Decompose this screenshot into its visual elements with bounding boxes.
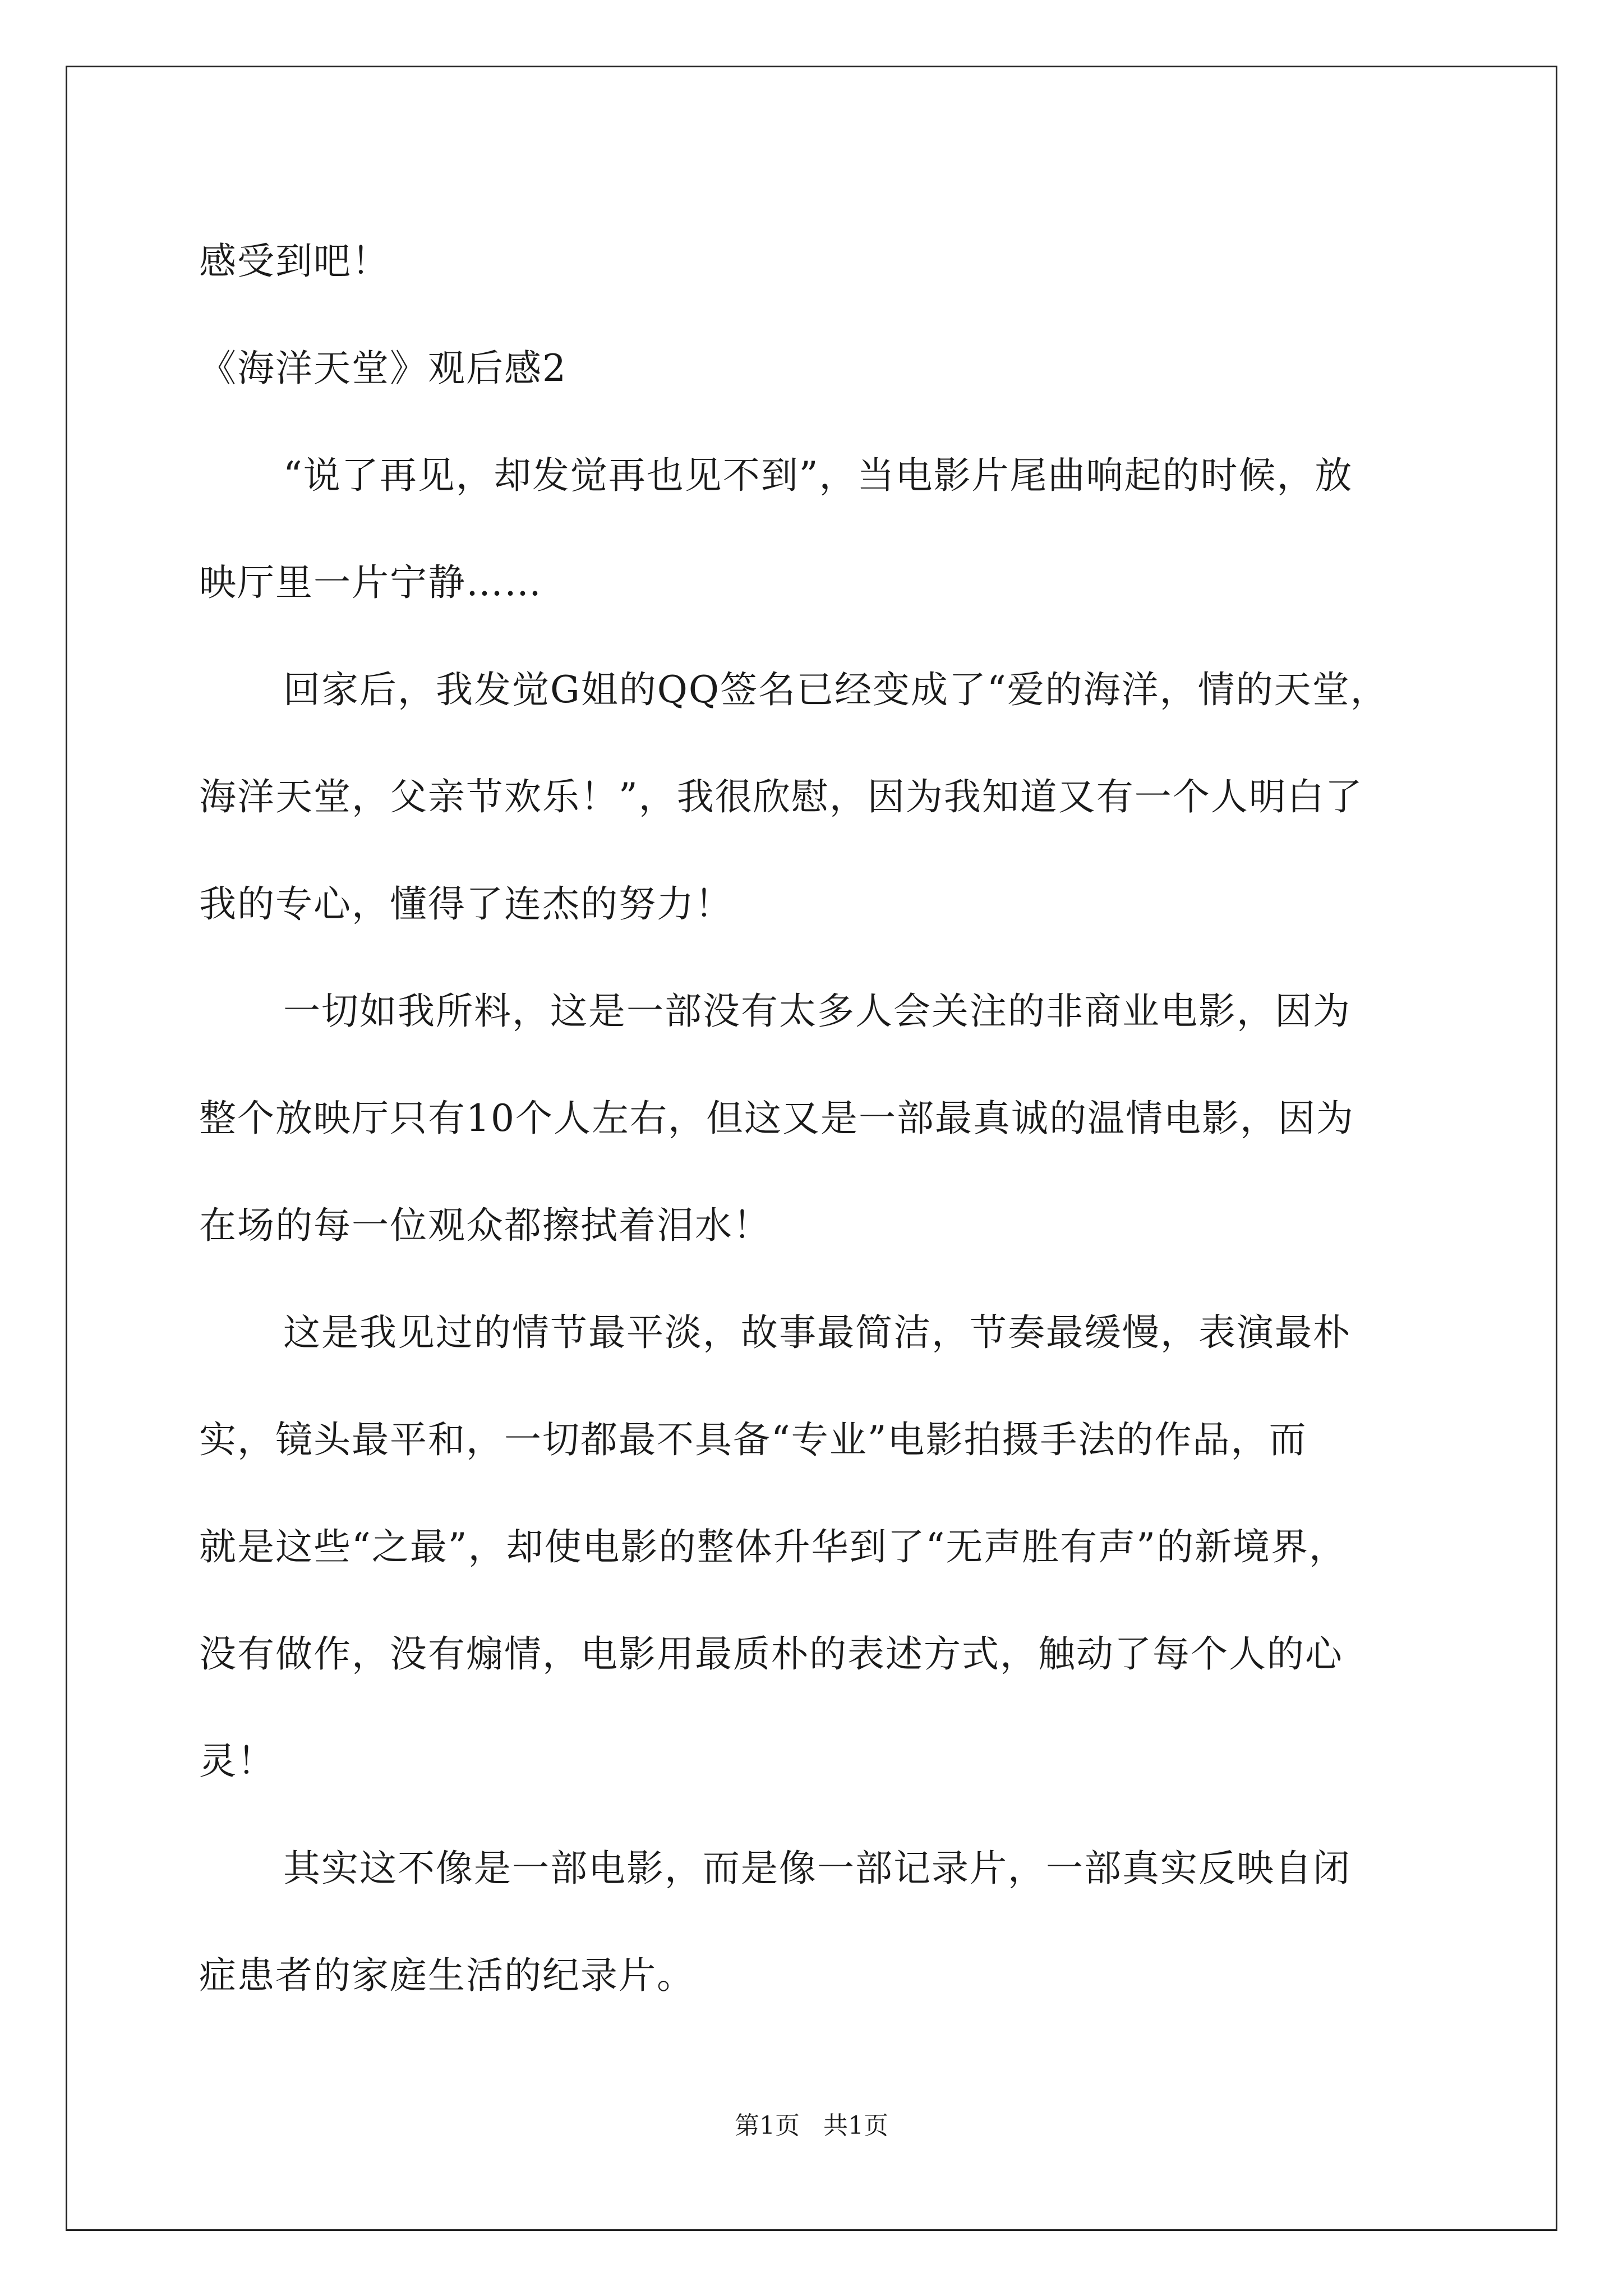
paragraph-line: 整个放映厅只有10个人左右，但这又是一部最真诚的温情电影，因为 xyxy=(199,1097,1354,1140)
paragraph-line: 回家后，我发觉G姐的QQ签名已经变成了“爱的海洋，情的天堂， xyxy=(283,668,1389,711)
paragraph-line: 我的专心，懂得了连杰的努力！ xyxy=(199,882,733,926)
paragraph-line: 其实这不像是一部电影，而是像一部记录片，一部真实反映自闭 xyxy=(283,1847,1351,1890)
paragraph-line: 没有做作，没有煽情，电影用最质朴的表述方式，触动了每个人的心 xyxy=(199,1632,1343,1676)
page-footer: 第1页 共1页 xyxy=(735,2111,888,2140)
paragraph-line: 就是这些“之最”，却使电影的整体升华到了“无声胜有声”的新境界， xyxy=(199,1525,1347,1568)
section-heading: 《海洋天堂》观后感2 xyxy=(199,347,567,390)
paragraph-line: “说了再见，却发觉再也见不到”，当电影片尾曲响起的时候，放 xyxy=(283,454,1353,497)
paragraph-line: 症患者的家庭生活的纪录片。 xyxy=(199,1954,695,1997)
paragraph-line: 在场的每一位观众都擦拭着泪水！ xyxy=(199,1204,771,1247)
paragraph-line: 一切如我所料，这是一部没有太多人会关注的非商业电影，因为 xyxy=(283,990,1351,1033)
paragraph-line: 灵！ xyxy=(199,1740,275,1783)
document-body xyxy=(199,208,1433,2029)
paragraph-line: 这是我见过的情节最平淡，故事最简洁，节奏最缓慢，表演最朴 xyxy=(283,1311,1351,1354)
text-line: 感受到吧！ xyxy=(199,240,390,283)
paragraph-line: 实，镜头最平和，一切都最不具备“专业”电影拍摄手法的作品，而 xyxy=(199,1418,1307,1461)
paragraph-line: 映厅里一片宁静…… xyxy=(199,561,542,604)
paragraph-line: 海洋天堂，父亲节欢乐！”，我很欣慰，因为我知道又有一个人明白了 xyxy=(199,775,1363,818)
